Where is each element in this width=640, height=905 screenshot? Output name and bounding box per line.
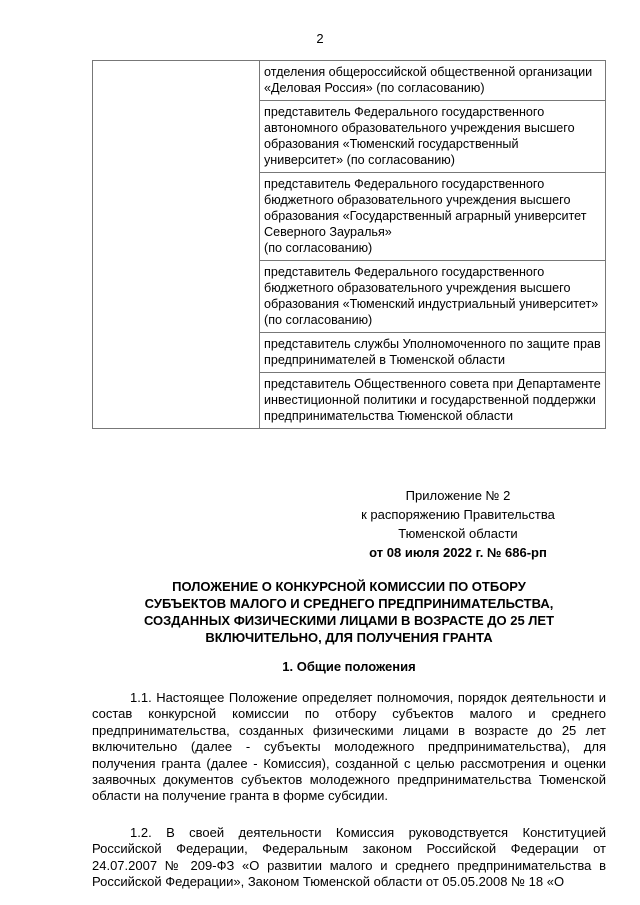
member-position-text: представитель Общественного совета при Департаменте инвестиционной политики и государственной поддержки предпринимательства Тюменской области [264,377,601,423]
member-position-cell [260,101,606,173]
commission-members-table [92,60,606,429]
document-title: ПОЛОЖЕНИЕ О КОНКУРСНОЙ КОМИССИИ ПО ОТБОРУ СУБЪЕКТОВ МАЛОГО И СРЕДНЕГО ПРЕДПРИНИМАТЕЛЬСТВА, СОЗДАННЫХ ФИЗИЧЕСКИМИ ЛИЦАМИ В ВОЗРАСТЕ ДО 25 ЛЕТ ВКЛЮЧИТЕЛЬНО, ДЛЯ ПОЛУЧЕНИЯ ГРАНТА [143,579,555,645]
appendix-number: Приложение № 2 [405,488,511,503]
appendix-order-type: к распоряжению Правительства [361,507,555,522]
paragraph-1-2: 1.2. В своей деятельности Комиссия руководствуется Конституцией Российской Федерации, Федеральным законом Российской Федерации от 24.07.2007 № 209-ФЗ «О развитии малого и среднего предпринимательства в Российской Федерации», Законом Тюменской области от 05.05.2008 № 18 «О [92,825,606,890]
member-position-text: представитель службы Уполномоченного по защите прав предпринимателей в Тюменской области [264,337,601,367]
member-position-text: представитель Федерального государственного бюджетного образовательного учреждения высшего образования «Государственный аграрный университет Северного Зауралья» (по согласованию) [264,177,587,255]
member-position-cell [260,261,606,333]
appendix-order-date-number: от 08 июля 2022 г. № 686-рп [369,545,547,560]
paragraph-1-1: 1.1. Настоящее Положение определяет полномочия, порядок деятельности и состав конкурсной комиссии по отбору субъектов малого и среднего предпринимательства, созданных физическими лицами в возрасте до 25 лет включительно (далее - субъекты молодежного предпринимательства), для получения гранта (далее - Комиссия), созданной с целью рассмотрения и оценки заявочных документов субъектов молодежного предпринимательства Тюменской области на получение гранта в форме субсидии. [92,690,606,804]
page-number: 2 [316,31,324,46]
member-position-text: представитель Федерального государственного бюджетного образовательного учреждения высшего образования «Тюменский индустриальный университет» (по согласованию) [264,265,599,327]
member-position-cell [260,373,606,429]
appendix-region: Тюменской области [398,526,518,541]
table-row [93,61,606,101]
appendix-block [328,486,588,562]
member-name-cell [93,61,260,429]
section-heading: 1. Общие положения [282,659,416,674]
member-position-text: отделения общероссийской общественной организации «Деловая Россия» (по согласованию) [264,65,593,95]
member-position-cell [260,61,606,101]
member-position-text: представитель Федерального государственного автономного образовательного учреждения высшего образования «Тюменский государственный университет» (по согласованию) [264,105,575,167]
member-position-cell [260,173,606,261]
member-position-cell [260,333,606,373]
